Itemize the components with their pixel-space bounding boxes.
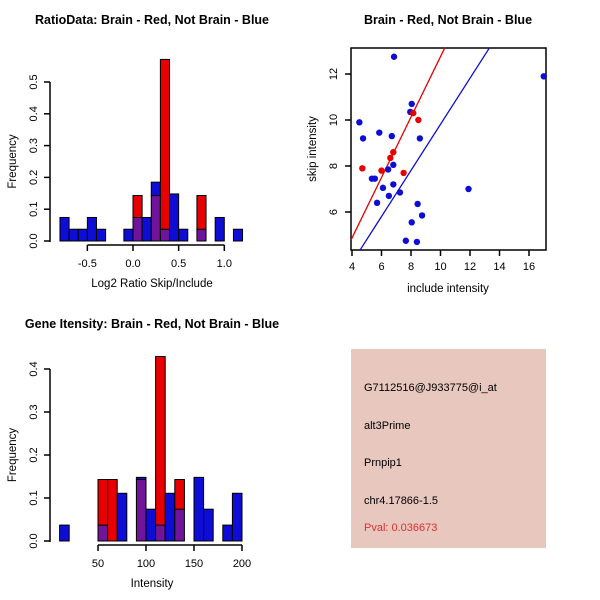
x-axis-title: Log2 Ratio Skip/Include bbox=[91, 278, 213, 290]
histogram-bar-blue bbox=[232, 493, 242, 541]
y-tick-label: 0.3 bbox=[28, 137, 40, 154]
histogram-bar-blue bbox=[204, 509, 214, 541]
y-tick-label: 0.2 bbox=[28, 169, 40, 186]
scatter-point-blue bbox=[414, 201, 420, 207]
histogram-bar-blue bbox=[233, 229, 242, 241]
y-tick-label: 0.3 bbox=[28, 404, 40, 420]
scatter-point-blue bbox=[465, 186, 471, 192]
y-tick-label: 0.5 bbox=[28, 74, 40, 90]
scatter-point-blue bbox=[376, 129, 382, 135]
y-tick-label: 0.4 bbox=[28, 106, 40, 122]
histogram-bar-red bbox=[108, 480, 118, 541]
y-tick-label: 0.2 bbox=[28, 447, 40, 463]
x-tick-label: 10 bbox=[434, 261, 447, 273]
x-tick-label: -0.5 bbox=[77, 258, 97, 270]
y-tick-label: 0.0 bbox=[28, 533, 40, 549]
scatter-point-blue bbox=[409, 101, 415, 107]
histogram-bar-overlap bbox=[156, 525, 166, 541]
scatter-point-blue bbox=[360, 135, 366, 141]
scatter-point-blue bbox=[390, 181, 396, 187]
x-tick-label: 6 bbox=[378, 261, 385, 273]
location-text: chr4.17866-1.5 bbox=[364, 495, 438, 507]
x-tick-label: 200 bbox=[232, 558, 252, 570]
histogram-bar-blue bbox=[87, 217, 96, 241]
y-tick-label: 0.0 bbox=[28, 233, 40, 249]
scatter-point-blue bbox=[541, 73, 547, 79]
probe-id-text: G7112516@J933775@i_at bbox=[364, 382, 497, 394]
gene-info-panel bbox=[351, 349, 546, 548]
gene-name-text: Prnpip1 bbox=[364, 457, 402, 469]
histogram-bar-red bbox=[156, 357, 166, 526]
y-tick-label: 10 bbox=[328, 113, 340, 127]
histogram-bar-overlap bbox=[136, 480, 146, 541]
x-tick-label: 12 bbox=[463, 261, 477, 273]
scatter-point-blue bbox=[372, 175, 378, 181]
histogram-bar-overlap bbox=[133, 217, 142, 241]
x-tick-label: 0.5 bbox=[171, 258, 187, 270]
scatter-point-red bbox=[410, 110, 416, 116]
y-tick-label: 6 bbox=[328, 208, 340, 216]
histogram-bar-blue bbox=[142, 217, 151, 241]
histogram-bar-overlap bbox=[175, 509, 185, 541]
y-tick-label: 0.4 bbox=[28, 361, 40, 377]
y-tick-label: 0.1 bbox=[28, 201, 40, 217]
x-tick-label: 16 bbox=[522, 261, 536, 273]
histogram-bar-blue bbox=[117, 493, 127, 541]
histogram-bar-blue bbox=[170, 194, 179, 241]
chart-title: RatioData: Brain - Red, Not Brain - Blue bbox=[34, 13, 270, 27]
intensity-scatter-panel bbox=[300, 0, 600, 300]
scatter-point-red bbox=[415, 117, 421, 123]
scatter-point-blue bbox=[356, 119, 362, 125]
scatter-point-blue bbox=[397, 189, 403, 195]
x-tick-label: 0.0 bbox=[125, 258, 141, 270]
histogram-bar-blue bbox=[136, 477, 146, 479]
pval-text: Pval: 0.036673 bbox=[364, 522, 438, 534]
scatter-point-blue bbox=[419, 212, 425, 218]
histogram-bar-blue bbox=[60, 525, 70, 541]
histogram-bar-red bbox=[133, 196, 142, 218]
x-axis-title: include intensity bbox=[407, 283, 489, 295]
y-tick-label: 8 bbox=[328, 162, 340, 170]
x-tick-label: 100 bbox=[136, 558, 156, 570]
x-tick-label: 8 bbox=[407, 261, 415, 273]
histogram-bar-overlap bbox=[160, 229, 169, 241]
y-axis-title: skip intensity bbox=[307, 116, 319, 182]
scatter-point-blue bbox=[390, 162, 396, 168]
histogram-bar-blue bbox=[151, 182, 160, 195]
histogram-bar-blue bbox=[165, 493, 175, 541]
chart-title: Brain - Red, Not Brain - Blue bbox=[363, 13, 533, 27]
plot-box bbox=[351, 48, 546, 250]
regression-line-blue bbox=[360, 48, 490, 250]
scatter-point-blue bbox=[374, 200, 380, 206]
x-axis-title: Intensity bbox=[130, 578, 174, 590]
y-axis-title: Frequency bbox=[7, 134, 19, 189]
histogram-bar-blue bbox=[146, 509, 156, 541]
y-tick-label: 12 bbox=[328, 67, 340, 81]
ratio-histogram-panel bbox=[0, 0, 300, 300]
regression-line-red bbox=[351, 48, 445, 241]
scatter-point-red bbox=[378, 167, 384, 173]
x-tick-label: 1.0 bbox=[216, 258, 232, 270]
x-tick-label: 14 bbox=[493, 261, 506, 273]
histogram-bar-red bbox=[175, 480, 185, 510]
event-type-text: alt3Prime bbox=[364, 420, 411, 432]
scatter-point-blue bbox=[409, 219, 415, 225]
y-tick-label: 0.1 bbox=[28, 490, 40, 506]
scatter-point-red bbox=[359, 165, 365, 171]
scatter-point-red bbox=[387, 155, 393, 161]
scatter-point-blue bbox=[391, 54, 397, 60]
scatter-point-red bbox=[400, 170, 406, 176]
scatter-point-blue bbox=[380, 185, 386, 191]
scatter-point-blue bbox=[385, 166, 391, 172]
x-tick-label: 150 bbox=[184, 558, 204, 570]
chart-title: Gene Itensity: Brain - Red, Not Brain - Blue bbox=[24, 317, 280, 331]
histogram-bar-blue bbox=[215, 217, 224, 241]
y-axis-title: Frequency bbox=[7, 427, 19, 483]
x-tick-label: 4 bbox=[348, 261, 356, 273]
histogram-bar-red bbox=[197, 196, 206, 230]
histogram-bar-blue bbox=[96, 229, 105, 241]
histogram-bar-blue bbox=[223, 525, 233, 541]
gene-intensity-histogram-panel bbox=[0, 300, 300, 600]
histogram-bar-blue bbox=[69, 229, 78, 241]
x-tick-label: 50 bbox=[91, 558, 105, 570]
scatter-point-blue bbox=[389, 133, 395, 139]
histogram-bar-overlap bbox=[151, 196, 160, 241]
scatter-point-red bbox=[390, 149, 396, 155]
histogram-bar-blue bbox=[124, 229, 133, 241]
histogram-bar-overlap bbox=[197, 229, 206, 241]
histogram-bar-red bbox=[160, 59, 169, 229]
histogram-bar-blue bbox=[60, 217, 69, 241]
histogram-bar-blue bbox=[78, 229, 87, 241]
histogram-bar-red bbox=[98, 480, 108, 526]
scatter-point-blue bbox=[386, 193, 392, 199]
histogram-bar-blue bbox=[179, 229, 188, 241]
histogram-bar-overlap bbox=[98, 525, 108, 541]
scatter-point-blue bbox=[414, 239, 420, 245]
histogram-bar-blue bbox=[194, 477, 204, 541]
scatter-point-blue bbox=[403, 238, 409, 244]
scatter-point-blue bbox=[417, 135, 423, 141]
